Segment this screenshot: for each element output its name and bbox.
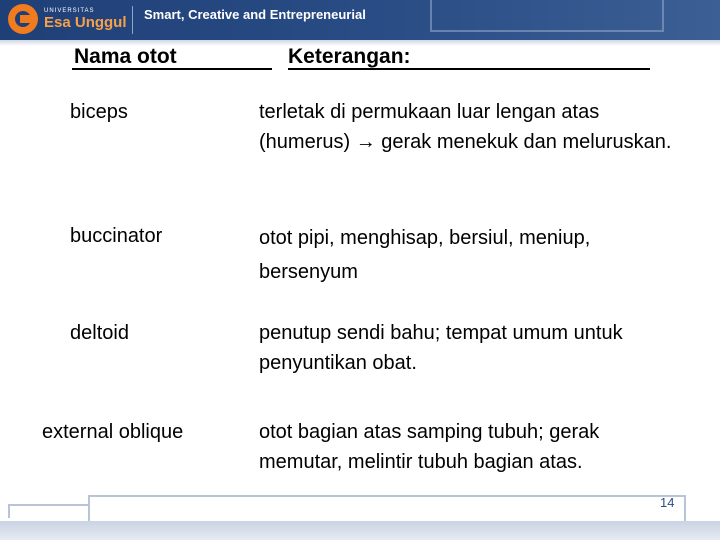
- banner-decoration: [430, 0, 664, 32]
- logo-emblem-icon: [8, 4, 38, 34]
- muscle-description: otot bagian atas samping tubuh; gerak memutar, melintir tubuh bagian atas.: [259, 421, 600, 473]
- column-header-description: Keterangan:: [288, 45, 411, 68]
- footer-frame: [88, 495, 686, 523]
- header-underline-name: [72, 68, 272, 70]
- muscle-description: terletak di permukaan luar lengan atas (humerus) → gerak menekuk dan meluruskan.: [259, 101, 672, 153]
- logo-name: Esa Unggul: [44, 13, 127, 31]
- column-header-name: Nama otot: [74, 45, 177, 68]
- footer-decoration-left: [8, 504, 90, 518]
- muscle-name: buccinator: [70, 225, 163, 247]
- footer-bar: [0, 521, 720, 540]
- header-divider: [132, 6, 133, 34]
- muscle-name: external oblique: [42, 421, 184, 443]
- university-logo: [8, 4, 127, 34]
- muscle-description: penutup sendi bahu; tempat umum untuk penyuntikan obat.: [259, 322, 623, 374]
- page-number: 14: [660, 495, 675, 510]
- muscle-name: deltoid: [70, 322, 129, 344]
- logo-small-text: UNIVERSITAS: [44, 7, 95, 14]
- muscle-description: otot pipi, menghisap, bersiul, meniup, bersenyum: [259, 227, 591, 283]
- tagline: Smart, Creative and Entrepreneurial: [144, 7, 366, 22]
- header-underline-description: [288, 68, 650, 70]
- header-banner: [0, 0, 720, 40]
- muscle-name: biceps: [70, 101, 128, 123]
